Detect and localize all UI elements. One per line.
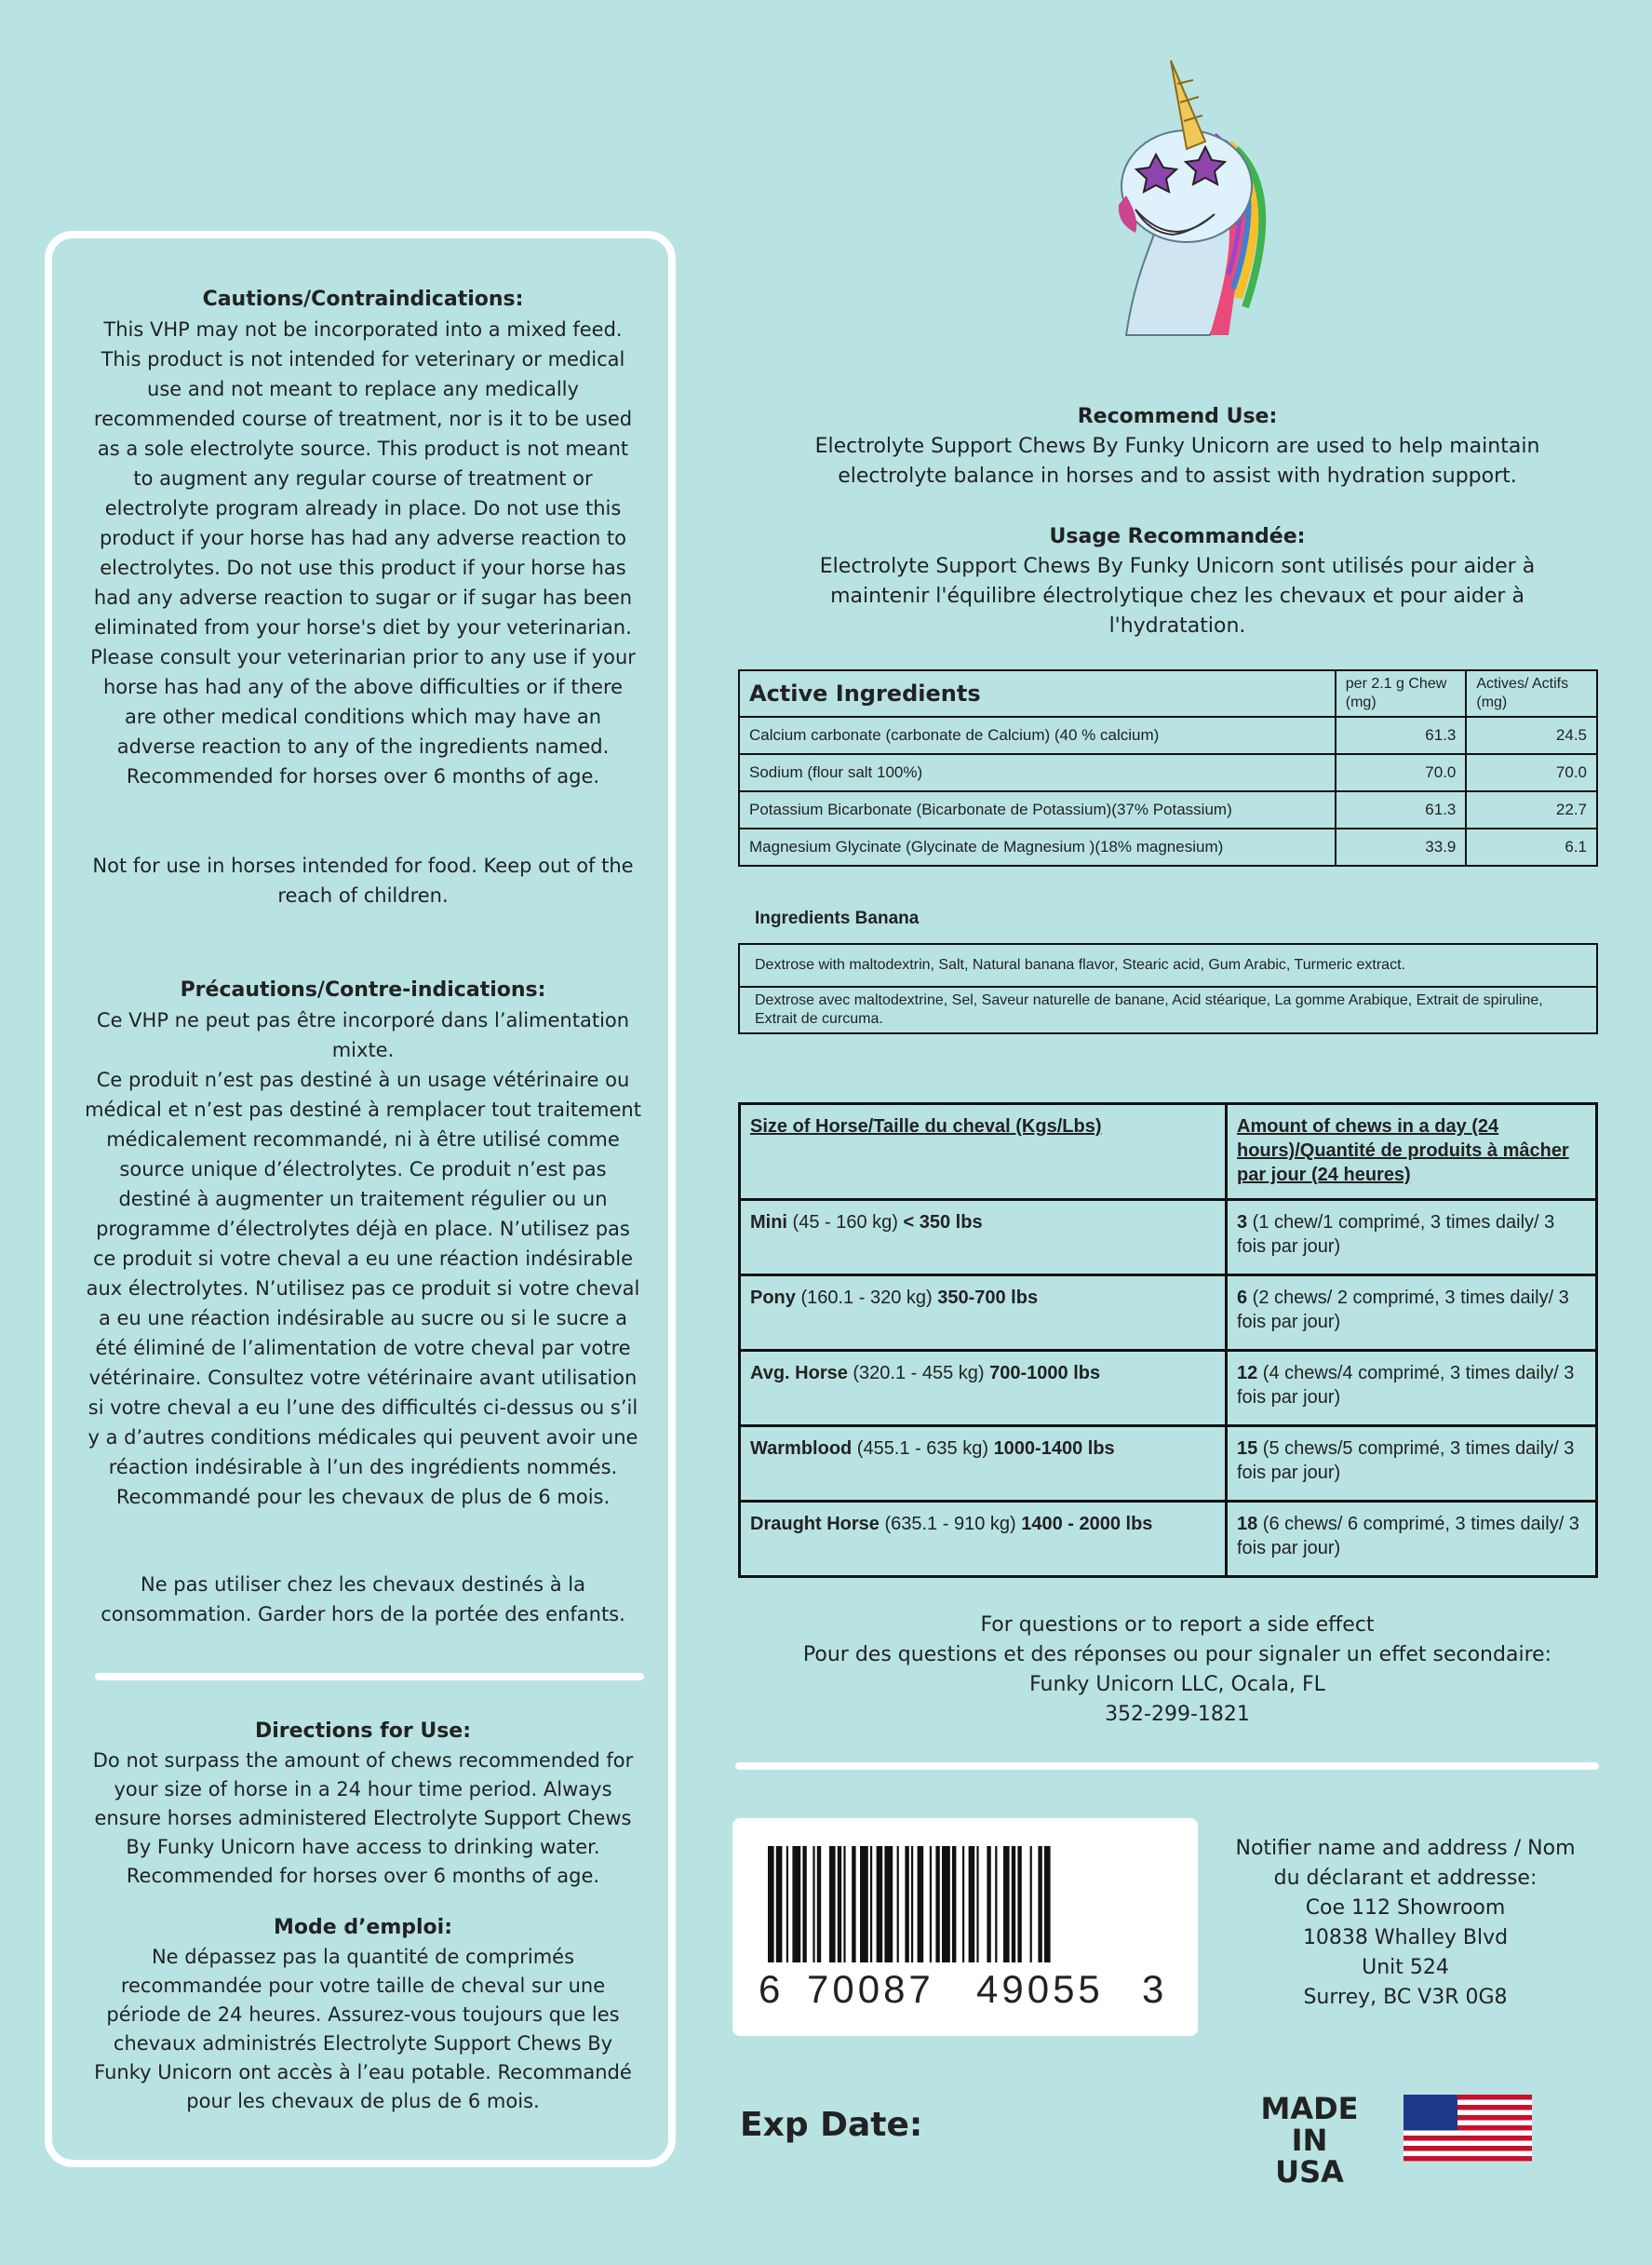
chew-detail: (1 chew/1 comprimé, 3 times daily/ 3 fois par jour) (1237, 1212, 1555, 1257)
size-cell (740, 1502, 1227, 1577)
barcode-bar (813, 1846, 814, 1962)
barcode-bar (969, 1846, 975, 1962)
cautions-body: This VHP may not be incorporated into a mixed feed. This product is not intended for veterinary or medical use and not meant to replace any medically recommended course of treatment, nor is it to be used as a sole electrolyte source. This product is not meant to augment any regular course of treatment or electrolyte program already in place. Do not use this product if your horse has had any adverse reaction to electrolytes. Do not use this product if your horse has had any adverse reaction to sugar or if sugar has been eliminated from your horse's diet by your veterinarian. Please consult your veterinarian prior to any use if your horse has had any of the above difficulties or if there are other medical conditions which may have an adverse reaction to any of the ingredients named. Recommended for horses over 6 months of age. (90, 318, 636, 788)
table-row (740, 1426, 1597, 1502)
chew-count: 15 (1237, 1438, 1258, 1459)
barcode-bar (942, 1846, 950, 1962)
cautions-note (88, 851, 638, 910)
cautions-note-text: Not for use in horses intended for food. Keep out of the reach of children. (92, 855, 634, 907)
table-row (740, 1502, 1597, 1577)
directions-body: Do not surpass the amount of chews recommended for your size of horse in a 24 hour time period. Always ensure horses administered Electrolyte Support Chews By Funky Unicorn have access to drinking water. Recommended for horses over 6 months of age. (92, 1749, 634, 1887)
unicorn-mascot-logo (1098, 56, 1284, 344)
precautions-note (88, 1570, 638, 1629)
size-lbs: 1000-1400 lbs (993, 1438, 1115, 1459)
left-divider (95, 1673, 644, 1680)
chew-detail: (2 chews/ 2 comprimé, 3 times daily/ 3 fois par jour) (1237, 1288, 1569, 1332)
actives-value: 24.5 (1466, 717, 1597, 754)
amount-cell (1227, 1426, 1597, 1502)
table-header-row (739, 670, 1597, 717)
directions-section (88, 1717, 638, 1891)
per-chew-value: 61.3 (1336, 791, 1467, 829)
size-header: Size of Horse/Taille du cheval (Kgs/Lbs) (740, 1104, 1227, 1200)
ingredients-en: Dextrose with maltodextrin, Salt, Natural banana flavor, Stearic acid, Gum Arabic, Turmeric extract. (739, 944, 1597, 987)
cautions-heading: Cautions/Contraindications: (202, 288, 524, 311)
barcode-bar (1003, 1846, 1010, 1962)
table-row (740, 1200, 1597, 1275)
barcode-digits-left: 70087 (807, 1967, 934, 2011)
barcode-bar (952, 1846, 956, 1962)
table-header-row (740, 1104, 1597, 1200)
active-title: Active Ingredients (739, 670, 1336, 717)
usage-fr-section (745, 522, 1610, 641)
notifier-line-3: Coe 112 Showroom (1305, 1896, 1506, 1920)
per-chew-header: per 2.1 g Chew (mg) (1336, 670, 1467, 717)
contact-line-1: For questions or to report a side effect (980, 1613, 1375, 1637)
per-chew-value: 61.3 (1336, 717, 1467, 754)
per-chew-value: 70.0 (1336, 754, 1467, 791)
barcode-bar (884, 1846, 893, 1962)
barcode-bar (768, 1846, 774, 1962)
usage-fr-body: Electrolyte Support Chews By Funky Unicorn sont utilisés pour aider à maintenir l'équilibre électrolytique chez les chevaux et pour aider à l'hydratation. (819, 555, 1536, 638)
barcode-bar (838, 1846, 841, 1962)
barcode-bar (817, 1846, 821, 1962)
made-in-line-3: USA (1275, 2154, 1344, 2190)
precautions-note-text: Ne pas utiliser chez les chevaux destinés à la consommation. Garder hors de la portée des enfants. (101, 1573, 625, 1625)
table-row (739, 987, 1597, 1033)
active-ingredients-table (738, 669, 1598, 867)
table-row (739, 829, 1597, 866)
size-range: (455.1 - 635 kg) (852, 1438, 994, 1459)
mode-section (88, 1913, 638, 2116)
size-range: (45 - 160 kg) (787, 1212, 904, 1233)
barcode-bar (911, 1846, 913, 1962)
size-name: Mini (750, 1212, 787, 1233)
per-chew-value: 33.9 (1336, 829, 1467, 866)
ingredient-name: Calcium carbonate (carbonate de Calcium) (40 % calcium) (739, 717, 1336, 754)
notifier-line-6: Surrey, BC V3R 0G8 (1303, 1986, 1508, 2009)
contact-line-2: Pour des questions et des réponses ou pour signaler un effet secondaire: (802, 1643, 1552, 1666)
ingredient-name: Magnesium Glycinate (Glycinate de Magnesium )(18% magnesium) (739, 829, 1336, 866)
chew-detail: (5 chews/5 comprimé, 3 times daily/ 3 fois par jour) (1237, 1438, 1575, 1483)
size-range: (160.1 - 320 kg) (795, 1288, 938, 1308)
size-cell (740, 1351, 1227, 1426)
size-cell (740, 1275, 1227, 1351)
barcode-bar (1012, 1846, 1015, 1962)
notifier-line-5: Unit 524 (1362, 1956, 1449, 1979)
contact-section (745, 1611, 1610, 1730)
barcode-bar (930, 1846, 932, 1962)
barcode-digit-last: 3 (1142, 1967, 1164, 2011)
table-row (739, 717, 1597, 754)
chew-detail: (6 chews/ 6 comprimé, 3 times daily/ 3 fois par jour) (1237, 1514, 1579, 1558)
precautions-section (84, 976, 642, 1512)
notifier-line-1: Notifier name and address / Nom (1235, 1837, 1576, 1860)
size-cell (740, 1426, 1227, 1502)
precautions-heading: Précautions/Contre-indications: (180, 978, 546, 1002)
recommend-use-section (745, 402, 1610, 492)
table-row (739, 754, 1597, 791)
barcode-bar (1038, 1846, 1041, 1962)
barcode-bar (1030, 1846, 1032, 1962)
actives-value: 70.0 (1466, 754, 1597, 791)
made-in-usa-badge (1249, 2093, 1370, 2188)
notifier-line-4: 10838 Whalley Blvd (1302, 1926, 1509, 1949)
usa-flag-icon (1404, 2095, 1532, 2162)
barcode-bar (802, 1846, 806, 1962)
barcode-bar (792, 1846, 800, 1962)
barcode-bar (860, 1846, 868, 1962)
actives-value: 6.1 (1466, 829, 1597, 866)
barcode-bar (918, 1846, 924, 1962)
chew-count: 6 (1237, 1288, 1248, 1308)
barcode-bar (935, 1846, 939, 1962)
barcode-bar (897, 1846, 899, 1962)
barcode-bar (776, 1846, 783, 1962)
chew-count: 18 (1237, 1514, 1258, 1534)
table-row (740, 1275, 1597, 1351)
size-lbs: 1400 - 2000 lbs (1021, 1514, 1153, 1534)
barcode (732, 1818, 1198, 2036)
barcode-digits-right: 49055 (976, 1967, 1104, 2011)
size-lbs: < 350 lbs (903, 1212, 983, 1233)
barcode-bar (1017, 1846, 1021, 1962)
size-lbs: 700-1000 lbs (989, 1363, 1101, 1383)
amount-cell (1227, 1275, 1597, 1351)
recommend-heading: Recommend Use: (1077, 405, 1278, 428)
actives-header: Actives/ Actifs (mg) (1466, 670, 1597, 717)
barcode-bar (987, 1846, 990, 1962)
barcode-bar (1044, 1846, 1051, 1962)
table-row (740, 1351, 1597, 1426)
barcode-bars (760, 1846, 1170, 1967)
right-divider (735, 1762, 1599, 1770)
chew-count: 3 (1237, 1212, 1248, 1233)
actives-value: 22.7 (1466, 791, 1597, 829)
barcode-bar (786, 1846, 788, 1962)
size-lbs: 350-700 lbs (937, 1288, 1039, 1308)
precautions-body-1: Ce VHP ne peut pas être incorporé dans l’alimentation mixte. (96, 1009, 630, 1061)
exp-date-label: Exp Date: (740, 2106, 923, 2144)
precautions-body-2: Ce produit n’est pas destiné à un usage vétérinaire ou médical et n’est pas destiné à remplacer tout traitement médicalement recommandé, ni à être utilisé comme source unique d’électrolytes. Ce produit n’est pas destiné à augmenter un traitement régulier ou un programme d’électrolytes déjà en place. N’utilisez pas ce produit si votre cheval a eu une réaction indésirable aux électrolytes. N’utilisez pas ce produit si votre cheval a eu une réaction indésirable au sucre ou si le sucre a été éliminé de l’alimentation de votre cheval par votre vétérinaire. Consultez votre vétérinaire avant utilisation si votre cheval a eu l’une des difficultés ci-dessus ou s’il y a d’autres conditions médicales qui peuvent avoir une réaction indésirable à l’un des ingrédients nommés. Recommandé pour les chevaux de plus de 6 mois. (85, 1069, 641, 1508)
notifier-line-2: du déclarant et addresse: (1273, 1867, 1538, 1890)
made-in-line-1: MADE (1260, 2091, 1359, 2126)
usage-fr-heading: Usage Recommandée: (1049, 525, 1306, 548)
ingredient-name: Sodium (flour salt 100%) (739, 754, 1336, 791)
table-row (739, 791, 1597, 829)
barcode-digit-first: 6 (759, 1967, 781, 2011)
mode-heading: Mode d’emploi: (273, 1916, 453, 1939)
barcode-bar (962, 1846, 964, 1962)
amount-cell (1227, 1200, 1597, 1275)
barcode-bar (829, 1846, 836, 1962)
notifier-address (1219, 1834, 1592, 2013)
amount-header: Amount of chews in a day (24 hours)/Quantité de produits à mâcher par jour (24 heures) (1227, 1104, 1597, 1200)
chew-count: 12 (1237, 1363, 1258, 1383)
size-name: Draught Horse (750, 1514, 880, 1534)
barcode-bar (905, 1846, 908, 1962)
contact-phone: 352-299-1821 (1105, 1703, 1250, 1726)
barcode-bar (976, 1846, 978, 1962)
table-row (739, 944, 1597, 987)
recommend-body: Electrolyte Support Chews By Funky Unicorn are used to help maintain electrolyte balance in horses and to assist with hydration support. (814, 435, 1540, 488)
contact-company: Funky Unicorn LLC, Ocala, FL (1029, 1673, 1325, 1696)
size-range: (635.1 - 910 kg) (879, 1514, 1022, 1534)
barcode-bar (843, 1846, 845, 1962)
dosage-by-size-table (738, 1102, 1598, 1578)
size-cell (740, 1200, 1227, 1275)
made-in-line-2: IN (1291, 2123, 1328, 2158)
ingredients-title: Ingredients Banana (755, 909, 920, 928)
barcode-bar (995, 1846, 997, 1962)
chew-detail: (4 chews/4 comprimé, 3 times daily/ 3 fois par jour) (1237, 1363, 1575, 1408)
size-name: Warmblood (750, 1438, 853, 1459)
barcode-bar (870, 1846, 872, 1962)
amount-cell (1227, 1502, 1597, 1577)
ingredients-fr: Dextrose avec maltodextrine, Sel, Saveur naturelle de banane, Acid stéarique, La gomme Arabique, Extrait de spiruline, Extrait de curcuma. (739, 987, 1597, 1033)
amount-cell (1227, 1351, 1597, 1426)
ingredient-name: Potassium Bicarbonate (Bicarbonate de Potassium)(37% Potassium) (739, 791, 1336, 829)
directions-heading: Directions for Use: (254, 1719, 472, 1743)
ingredients-table (738, 943, 1598, 1034)
barcode-bar (852, 1846, 855, 1962)
barcode-bar (877, 1846, 883, 1962)
size-name: Pony (750, 1288, 796, 1308)
cautions-section (88, 285, 638, 791)
size-name: Avg. Horse (750, 1363, 848, 1383)
mode-body: Ne dépassez pas la quantité de comprimés recommandée pour votre taille de cheval sur une période de 24 heures. Assurez-vous toujours que les chevaux administrés Electrolyte Support Chews By Funky Unicorn ont accès à l’eau potable. Recommandé pour les chevaux de plus de 6 mois. (94, 1946, 632, 2112)
size-range: (320.1 - 455 kg) (847, 1363, 990, 1383)
